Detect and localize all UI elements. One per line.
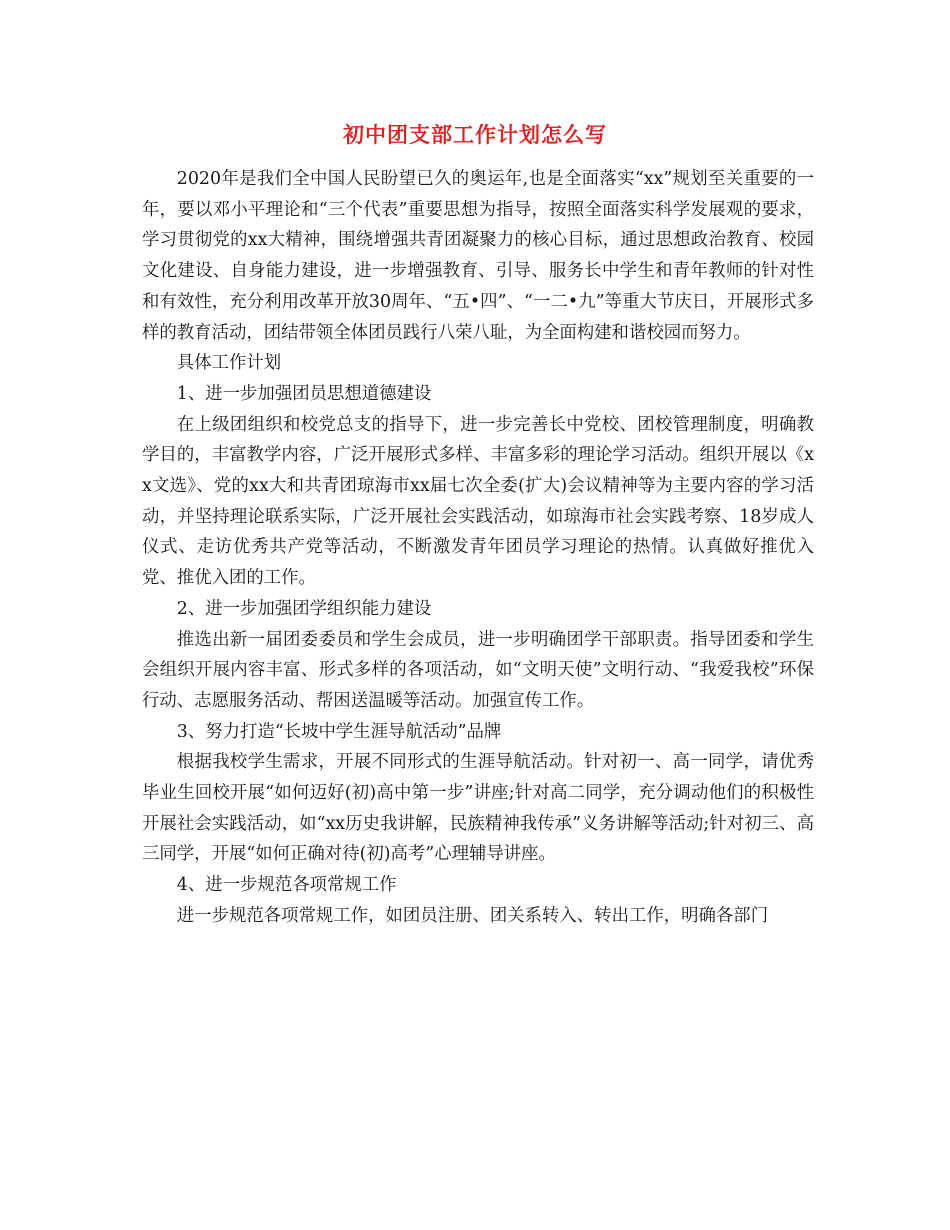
section-1-heading: 1、进一步加强团员思想道德建设 <box>176 383 432 404</box>
plan-heading: 具体工作计划 <box>176 353 282 374</box>
intro-paragraph: 2020年是我们全中国人民盼望已久的奥运年,也是全面落实“xx”规划至关重要的一年，要以邓小平理论和“三个代表”重要思想为指导，按照全面落实科学发展观的要求，学习贯彻党的xx大精神，围绕增强共青团凝聚力的核心目标，通过思想政治教育、校园文化建设、自身能力建设，进一步增强教育、引导、服务长中学生和青年教师的针对性和有效性，充分利用改革开放30周年、“五•四”、“一二•九”等重大节庆日，开展形式多样的教育活动，团结带领全体团员践行八荣八耻，为全面构建和谐校园而努力。 <box>142 169 814 343</box>
section-2-heading: 2、进一步加强团学组织能力建设 <box>176 598 432 619</box>
section-3-body: 根据我校学生需求，开展不同形式的生涯导航活动。针对初一、高一同学，请优秀毕业生回校开展“如何迈好(初)高中第一步”讲座;针对高二同学，充分调动他们的积极性开展社会实践活动，如“xx历史我讲解，民族精神我传承”义务讲解等活动;针对初三、高三同学，开展“如何正确对待(初)高考”心理辅导讲座。 <box>142 752 814 865</box>
section-3-heading: 3、努力打造“长坡中学生涯导航活动”品牌 <box>176 721 502 742</box>
section-4-heading: 4、进一步规范各项常规工作 <box>176 875 397 896</box>
document-body <box>142 164 814 932</box>
section-2-body: 推选出新一届团委委员和学生会成员，进一步明确团学干部职责。指导团委和学生会组织开展内容丰富、形式多样的各项活动，如“文明天使”文明行动、“我爱我校”环保行动、志愿服务活动、帮困送温暖等活动。加强宣传工作。 <box>142 629 814 711</box>
section-1-body: 在上级团组织和校党总支的指导下，进一步完善长中党校、团校管理制度，明确教学目的，丰富教学内容，广泛开展形式多样、丰富多彩的理论学习活动。组织开展以《xx文选》、党的xx大和共青团琼海市xx届七次全委(扩大)会议精神等为主要内容的学习活动，并坚持理论联系实际，广泛开展社会实践活动，如琼海市社会实践考察、18岁成人仪式、走访优秀共产党等活动，不断激发青年团员学习理论的热情。认真做好推优入党、推优入团的工作。 <box>142 414 814 589</box>
section-4-body: 进一步规范各项常规工作，如团员注册、团关系转入、转出工作，明确各部门 <box>176 905 769 926</box>
document-title: 初中团支部工作计划怎么写 <box>343 122 607 147</box>
